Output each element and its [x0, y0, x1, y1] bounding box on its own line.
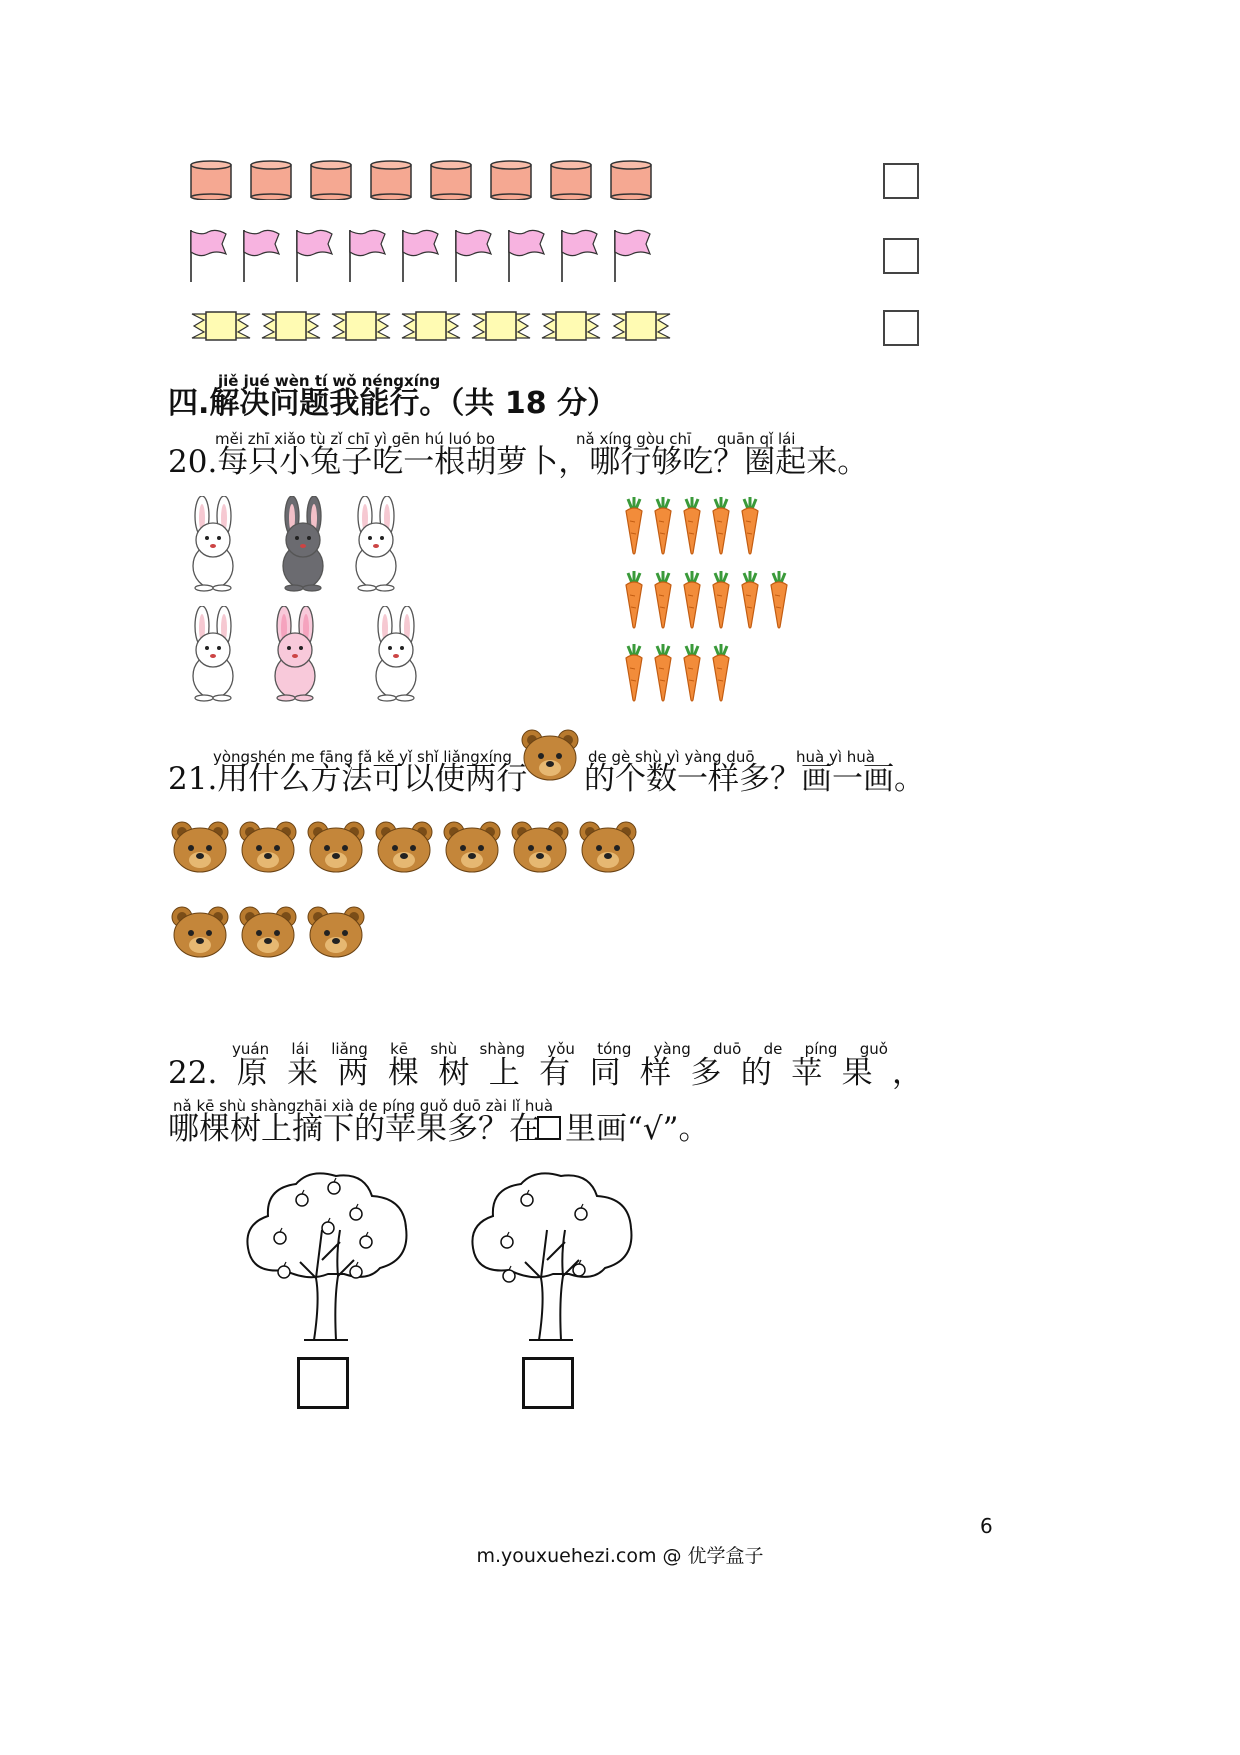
rabbit-icon — [361, 606, 431, 702]
rabbit-icon — [178, 606, 248, 702]
page-number: 6 — [980, 1514, 993, 1538]
cylinder-icon — [250, 160, 292, 200]
q22-character: 的 — [740, 1055, 772, 1091]
bear-icon — [170, 820, 230, 874]
candy-icon — [470, 308, 532, 344]
section-pinyin: jiě jué wèn tí wǒ néngxíng — [218, 372, 441, 390]
flag-icon — [612, 228, 652, 283]
cylinder-icon — [430, 160, 472, 200]
q22-pinyin-line2: nǎ kē shù shàngzhāi xià de píng guǒ duō zài lǐ huà — [173, 1097, 554, 1115]
cylinder-icon — [190, 160, 232, 200]
apple-tree-left — [244, 1170, 410, 1342]
bear-icon — [442, 820, 502, 874]
bear-icon — [306, 820, 366, 874]
carrot-row-1[interactable] — [622, 497, 762, 555]
q21-text-after: 的个数一样多？画一画。 — [584, 761, 925, 797]
q22-character: 多 — [690, 1055, 722, 1091]
carrot-icon — [738, 497, 762, 555]
candy-icon — [610, 308, 672, 344]
q22-character: 来 — [287, 1055, 319, 1091]
bear-icon — [238, 820, 298, 874]
candy-icon — [540, 308, 602, 344]
q20-pinyin-b: nǎ xíng gòu chī — [576, 430, 692, 448]
bear-icon — [306, 905, 366, 959]
q21-pinyin-c: huà yì huà — [796, 748, 875, 766]
flag-icon — [506, 228, 546, 283]
carrot-icon — [622, 644, 646, 702]
q22-character: 同 — [589, 1055, 621, 1091]
answer-box-flags[interactable] — [883, 238, 919, 274]
q21-pinyin-b: de gè shù yì yàng duō — [588, 748, 755, 766]
flag-icon — [400, 228, 440, 283]
answer-box-candies[interactable] — [883, 310, 919, 346]
carrot-icon — [709, 571, 733, 629]
q20-pinyin-a: měi zhī xiǎo tù zǐ chī yì gēn hú luó bo — [215, 430, 495, 448]
cylinder-icon — [490, 160, 532, 200]
q22-character: ， — [892, 1055, 923, 1091]
q22-character: 样 — [639, 1055, 671, 1091]
carrot-icon — [680, 497, 704, 555]
flag-icon — [347, 228, 387, 283]
q22-pinyin-syllable: de — [763, 1040, 783, 1058]
carrot-row-3[interactable] — [622, 644, 733, 702]
candy-row — [190, 308, 672, 344]
q21-pinyin-a: yòngshén me fāng fǎ kě yǐ shǐ liǎngxíng — [213, 748, 512, 766]
q21-text-before: 21.用什么方法可以使两行 — [168, 761, 528, 797]
footer-website: m.youxuehezi.com @ 优学盒子 — [476, 1545, 764, 1567]
q22-pinyin-syllable: guǒ — [859, 1040, 888, 1058]
rabbit-icon — [178, 496, 248, 592]
answer-box-tree-left[interactable] — [297, 1357, 349, 1409]
q22-character: 有 — [539, 1055, 571, 1091]
q22-pinyin-syllable: liǎng — [331, 1040, 368, 1058]
q22-line1 — [168, 1055, 923, 1091]
candy-icon — [330, 308, 392, 344]
q22-pinyin-syllable: tóng — [597, 1040, 632, 1058]
bear-icon-inline — [520, 728, 580, 782]
carrot-icon — [709, 497, 733, 555]
q22-character: 上 — [488, 1055, 520, 1091]
flag-icon — [559, 228, 599, 283]
flag-icon — [241, 228, 281, 283]
candy-icon — [400, 308, 462, 344]
rabbit-group — [178, 496, 438, 710]
carrot-icon — [651, 497, 675, 555]
inline-square-icon — [537, 1116, 561, 1140]
bear-icon — [578, 820, 638, 874]
cylinder-icon — [610, 160, 652, 200]
flag-icon — [453, 228, 493, 283]
q22-character: 棵 — [387, 1055, 419, 1091]
q22-pinyin-syllable: shù — [430, 1040, 458, 1058]
apple-tree-right — [469, 1170, 635, 1342]
q22-pinyin-syllable: yàng — [653, 1040, 691, 1058]
candy-icon — [190, 308, 252, 344]
flag-icon — [188, 228, 228, 283]
q22-pinyin-syllable: yǒu — [547, 1040, 575, 1058]
carrot-icon — [651, 644, 675, 702]
answer-box-tree-right[interactable] — [522, 1357, 574, 1409]
bear-icon — [170, 905, 230, 959]
bear-icon — [510, 820, 570, 874]
rabbit-icon — [260, 606, 330, 702]
cylinder-icon — [550, 160, 592, 200]
candy-icon — [260, 308, 322, 344]
carrot-icon — [622, 571, 646, 629]
q22-line2-before: 哪棵树上摘下的苹果多？在 — [168, 1111, 540, 1147]
q22-character: 苹 — [791, 1055, 823, 1091]
bear-icon — [238, 905, 298, 959]
cylinder-icon — [370, 160, 412, 200]
flag-icon — [294, 228, 334, 283]
q20-text: 20.每只小兔子吃一根胡萝卜，哪行够吃？圈起来。 — [168, 444, 869, 480]
carrot-icon — [651, 571, 675, 629]
bear-row-1 — [170, 820, 638, 874]
carrot-icon — [738, 571, 762, 629]
section-title: 四.解决问题我能行。（共 18 分） — [168, 386, 618, 421]
carrot-icon — [680, 644, 704, 702]
q22-line2-after: 里画“√”。 — [565, 1111, 710, 1147]
q22-pinyin-syllable: yuán — [232, 1040, 270, 1058]
q22-character: 树 — [438, 1055, 470, 1091]
q22-pinyin-syllable: duō — [713, 1040, 742, 1058]
rabbit-icon — [268, 496, 338, 592]
q20-pinyin-c: quān qǐ lái — [717, 430, 796, 448]
q22-pinyin-syllable: lái — [291, 1040, 309, 1058]
carrot-icon — [622, 497, 646, 555]
q22-pinyin-syllable: kē — [390, 1040, 409, 1058]
q22-pinyin-syllable: píng — [804, 1040, 838, 1058]
flag-row — [188, 228, 652, 283]
q22-character: 果 — [841, 1055, 873, 1091]
carrot-row-2[interactable] — [622, 571, 791, 629]
q22-pinyin-syllable: shàng — [479, 1040, 526, 1058]
q22-character: 两 — [337, 1055, 369, 1091]
rabbit-icon — [341, 496, 411, 592]
carrot-icon — [767, 571, 791, 629]
cylinder-icon — [310, 160, 352, 200]
bear-row-2 — [170, 905, 366, 959]
bear-icon — [374, 820, 434, 874]
cylinder-row — [190, 160, 652, 200]
q22-character: 原 — [236, 1055, 268, 1091]
answer-box-cylinders[interactable] — [883, 163, 919, 199]
carrot-icon — [680, 571, 704, 629]
carrot-icon — [709, 644, 733, 702]
q22-character: 22. — [168, 1055, 218, 1091]
